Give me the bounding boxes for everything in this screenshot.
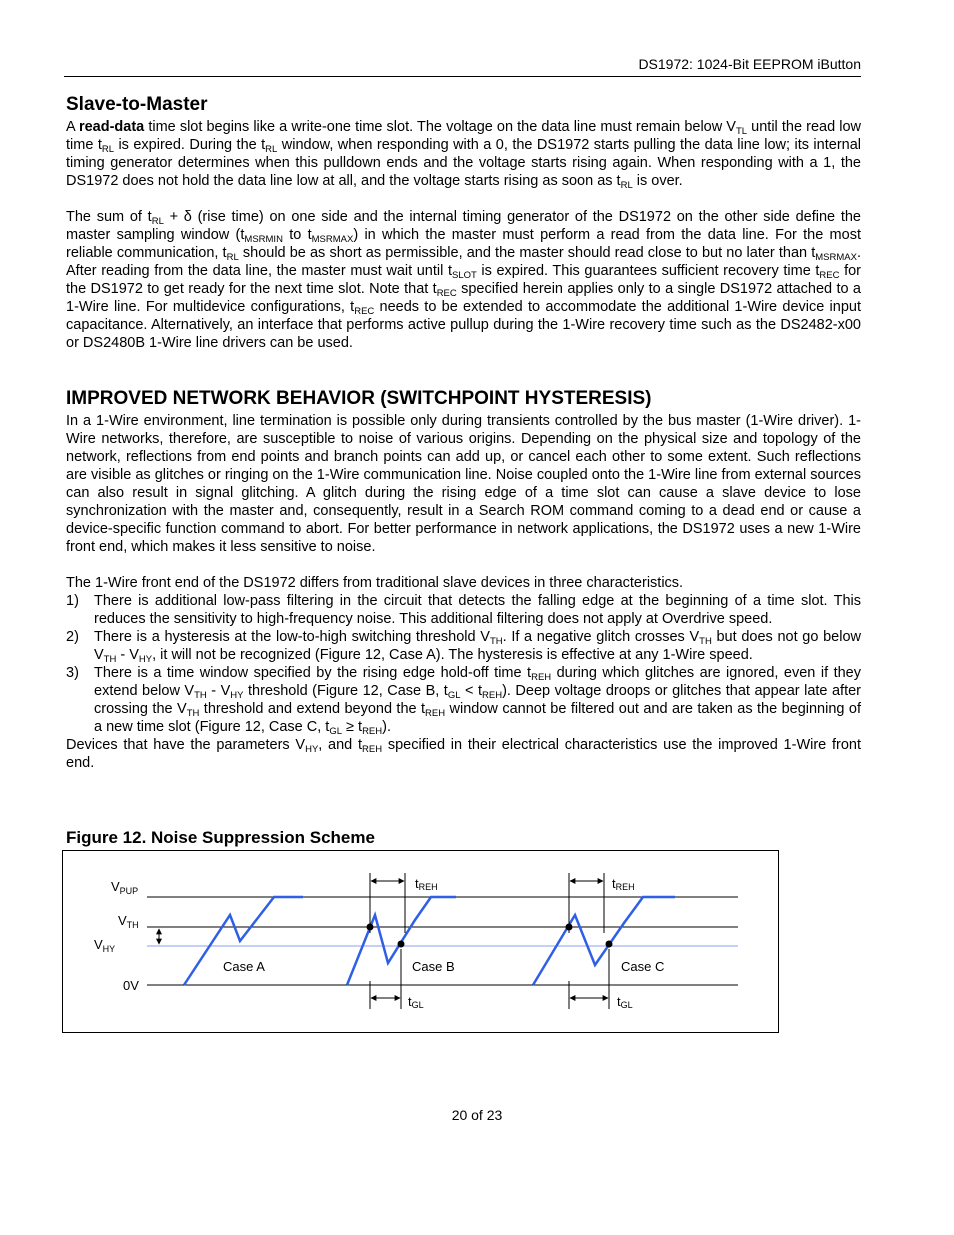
case-b-tgl-label: tGL: [408, 994, 424, 1010]
page-header: [64, 56, 861, 77]
noise-suppression-diagram: [63, 851, 778, 1032]
case-c-vhy-crossing: [606, 941, 613, 948]
section-heading-slave-to-master: Slave-to-Master: [66, 94, 208, 115]
paragraph-devices-parameters: Devices that have the parameters $V_{HY}$, and $t_{REH}$ specified in their electrical characteristics use the improved 1-Wire front end.: [66, 737, 861, 771]
vpup-label: $V_{PUP}$: [111, 879, 139, 896]
case-b-label: Case B: [412, 959, 455, 974]
page-number: 20 of 23: [451, 1107, 503, 1123]
paragraph-sampling-window: The sum of $t_{RL} + \delta$ (rise time) on one side and the internal timing generator of the DS1972 on the other side define the master sampling window ($t_{MSRMIN}$ to $t_{MSRMAX}$) in which the master must perform a read from the data line. For the most reliable communication, $t_{RL}$ should be as short as permissible, and the master should read close to but no later than $t_{MSRMAX}$. After reading from the data line, the master must wait until $t_{SLOT}$ is expired. This guarantees sufficient recovery time $t_{REC}$ for the DS1972 to get ready for the next time slot. Note that $t_{REC}$ specified herein applies only to a single DS1972 attached to a 1-Wire line. For multidevice configurations, $t_{REC}$ needs to be extended to accommodate the additional 1-Wire device input capacitance. Alternatively, an interface that performs active pullup during the 1-Wire recovery time such as the DS2482-x00 or DS2480B 1-Wire line drivers can be used.: [66, 209, 861, 351]
case-c-treh-label: tREH: [612, 876, 635, 892]
zero-label: 0V: [123, 978, 139, 993]
vth-label: $V_{TH}$: [118, 913, 139, 930]
case-c-tgl-label: tGL: [617, 994, 633, 1010]
header-title: DS1972: 1024-Bit EEPROM iButton: [638, 56, 861, 72]
case-b-vhy-crossing: [398, 941, 405, 948]
case-c-label: Case C: [621, 959, 665, 974]
noise-suppression-figure: [62, 850, 779, 1033]
list-item: 1) There is additional low-pass filtering in the circuit that detects the falling edge at the beginning of a time slot. This reduces the sensitivity to high-frequency noise. This additional filtering does not apply at Overdrive speed.: [66, 593, 861, 627]
list-item: 3) There is a time window specified by the rising edge hold-off time $t_{REH}$ during which glitches are ignored, even if they extend below $V_{TH} - V_{HY}$ threshold (Figure 12, Case B, $t_{GL} < t_{REH}$). Deep voltage droops or glitches that appear late after crossing the $V_{TH}$ threshold and extend beyond the $t_{REH}$ window cannot be filtered out and are taken as the beginning of a new time slot (Figure 12, Case C, $t_{GL} \ge t_{REH}$).: [66, 665, 861, 737]
case-b-treh-label: tREH: [415, 876, 438, 892]
section-heading-network-behavior: IMPROVED NETWORK BEHAVIOR (SWITCHPOINT HYSTERESIS): [66, 388, 652, 409]
paragraph-read-data: A read-data time slot begins like a write-one time slot. The voltage on the data line must remain below $V_{TL}$ until the read low time $t_{RL}$ is expired. During the $t_{RL}$ window, when responding with a 0, the DS1972 starts pulling the data line low; its internal timing generator determines when this pulldown ends and the voltage starts rising again. When responding with a 1, the DS1972 does not hold the data line low at all, and the voltage starts rising as soon as $t_{RL}$ is over.: [66, 119, 861, 191]
main-content: [66, 94, 861, 772]
characteristics-list: [66, 592, 861, 736]
figure-title: Figure 12. Noise Suppression Scheme: [66, 828, 375, 847]
vhy-label: $V_{HY}$: [94, 937, 116, 954]
list-item: 2) There is a hysteresis at the low-to-high switching threshold $V_{TH}$. If a negative glitch crosses $V_{TH}$ but does not go below $V_{TH} - V_{HY}$, it will not be recognized (Figure 12, Case A). The hysteresis is effective at any 1-Wire speed.: [66, 629, 861, 665]
paragraph-front-end-intro: The 1-Wire front end of the DS1972 differs from traditional slave devices in three characteristics.: [66, 575, 684, 591]
paragraph-line-termination: In a 1-Wire environment, line termination is possible only during transients controlled by the bus master (1-Wire driver). 1-Wire networks, therefore, are susceptible to noise of various origins. Depending on the physical size and topology of the network, reflections from end points and branch points can add up, or cancel each other to some extent. Such reflections are visible as glitches or ringing on the 1-Wire communication line. Noise coupled onto the 1-Wire line from external sources can also result in signal glitching. A glitch during the rising edge of a time slot can cause a slave device to lose synchronization with the master and, consequently, result in a Search ROM command coming to a dead end or cause a device-specific function command to abort. For better performance in network applications, the DS1972 uses a new 1-Wire front end, which makes it less sensitive to noise.: [66, 413, 861, 555]
case-a-label: Case A: [223, 959, 265, 974]
